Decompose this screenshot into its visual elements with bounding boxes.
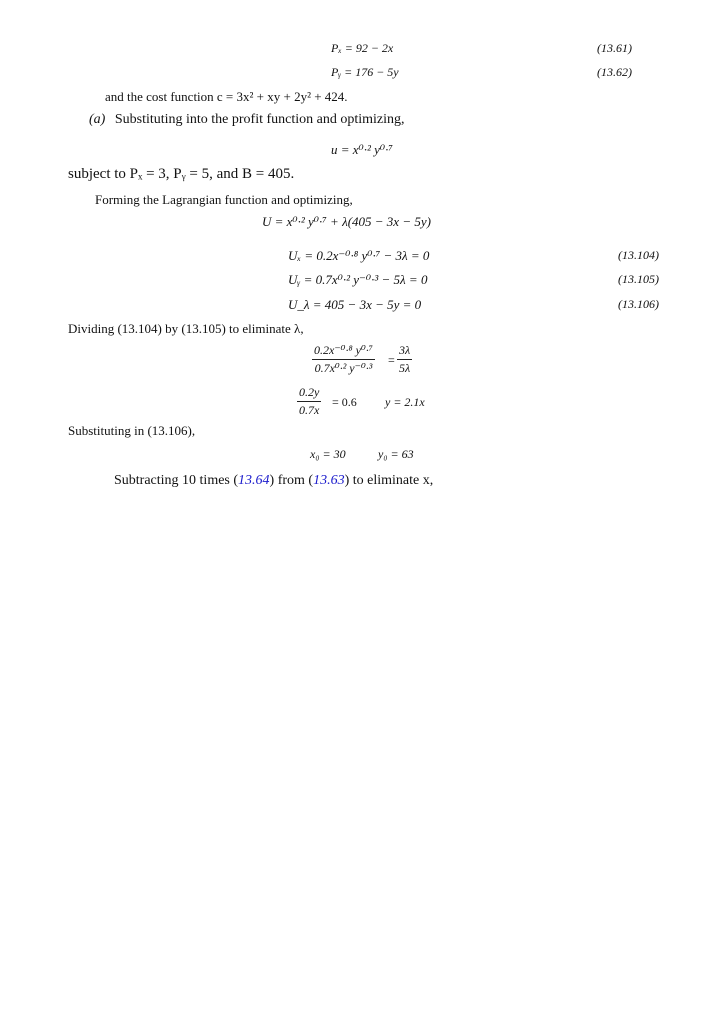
equals-sign: = xyxy=(388,353,395,367)
substituting-sentence: Substituting in (13.106), xyxy=(68,423,196,438)
derivative-uy: Uᵧ = 0.7x⁰·² y⁻⁰·³ − 5λ = 0 xyxy=(288,272,428,287)
equation-tag-13-62: (13.62) xyxy=(597,65,632,79)
equation-tag-13-61: (13.61) xyxy=(597,41,632,55)
derivative-ulambda: U_λ = 405 − 3x − 5y = 0 xyxy=(288,297,422,312)
lagrangian-intro: Forming the Lagrangian function and optimizing, xyxy=(95,192,353,207)
part-a-label: (a) xyxy=(89,112,106,127)
cost-function-sentence: and the cost function c = 3x² + xy + 2y² + 424. xyxy=(105,89,348,104)
lagrangian-function: U = x⁰·² y⁰·⁷ + λ(405 − 3x − 5y) xyxy=(262,214,431,229)
equation-tag-13-105: (13.105) xyxy=(618,272,659,286)
fraction-simplified xyxy=(297,385,321,418)
utility-function: u = x⁰·² y⁰·⁷ xyxy=(331,142,393,157)
fraction-numerator: 0.2x⁻⁰·⁸ y⁰·⁷ xyxy=(314,343,373,357)
fraction-bar xyxy=(397,359,412,360)
equation-tag-13-104: (13.104) xyxy=(618,248,659,262)
simplified-result: = 0.6 xyxy=(332,395,357,409)
subtracting-text-middle: ) from ( xyxy=(269,473,314,488)
subtracting-text-end: ) to eliminate x, xyxy=(344,473,434,488)
solution-x0: x₀ = 30 xyxy=(310,447,346,461)
fraction-bar xyxy=(312,359,375,360)
fraction-derivative-ratio xyxy=(312,343,375,376)
constraint-sentence: subject to Pₓ = 3, Pᵧ = 5, and B = 405. xyxy=(68,166,295,182)
equation-px: Pₓ = 92 − 2x xyxy=(331,41,394,55)
fraction-denominator: 0.7x⁰·² y⁻⁰·³ xyxy=(314,361,373,375)
part-a-heading xyxy=(89,112,405,128)
equation-link-13-63[interactable]: 13.63 xyxy=(313,473,345,488)
fraction-numerator: 3λ xyxy=(399,343,411,357)
fraction-denominator: 5λ xyxy=(399,361,411,375)
fraction-denominator: 0.7x xyxy=(299,403,320,417)
part-a-text: Substituting into the profit function and optimizing, xyxy=(114,112,405,127)
derivative-ux: Uₓ = 0.2x⁻⁰·⁸ y⁰·⁷ − 3λ = 0 xyxy=(288,248,430,263)
equation-tag-13-106: (13.106) xyxy=(618,297,659,311)
dividing-sentence: Dividing (13.104) by (13.105) to eliminate λ, xyxy=(68,321,304,336)
subtracting-text-start: Subtracting 10 times ( xyxy=(114,473,239,488)
solution-y0: y₀ = 63 xyxy=(378,447,414,461)
fraction-bar xyxy=(297,401,321,402)
subtracting-sentence xyxy=(114,473,433,489)
fraction-numerator: 0.2y xyxy=(299,385,320,399)
y-in-terms-of-x: y = 2.1x xyxy=(385,395,425,409)
equation-py: Pᵧ = 176 − 5y xyxy=(331,65,399,79)
fraction-lambda-ratio xyxy=(397,343,412,376)
equation-link-13-64[interactable]: 13.64 xyxy=(238,473,270,488)
